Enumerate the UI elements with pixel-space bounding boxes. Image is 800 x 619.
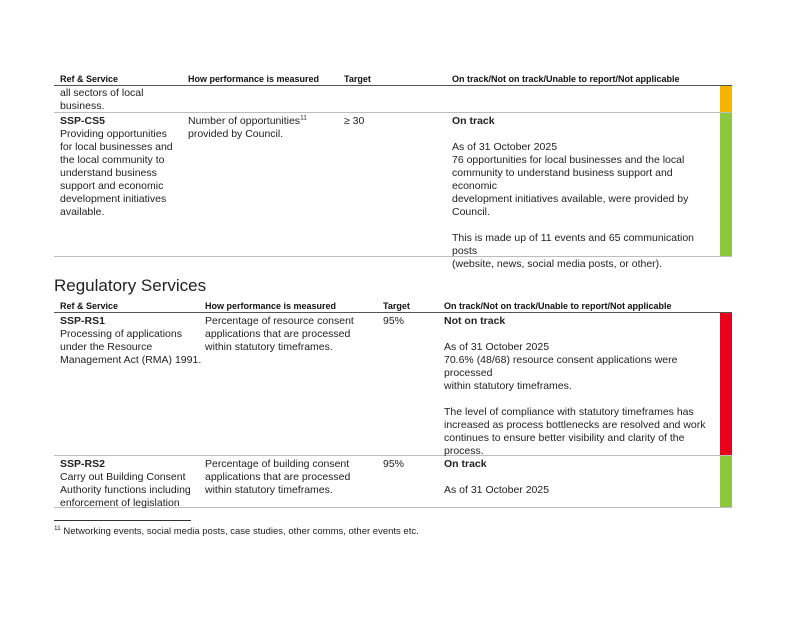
status-text-line: development initiatives available, were provided by	[452, 193, 689, 205]
header-measure: How performance is measured	[188, 74, 320, 84]
ref-line: Carry out Building Consent	[60, 471, 186, 483]
ref-line: Processing of applications	[60, 328, 182, 340]
ref-line: Management Act (RMA) 1991.	[60, 354, 202, 366]
footnote-number: 11	[54, 524, 61, 532]
status-text-line: Council.	[452, 206, 490, 218]
ref-line: available.	[60, 206, 105, 218]
footnote-text: Networking events, social media posts, case studies, other comms, other events etc.	[63, 526, 419, 537]
status-text-line: community to understand business support and economic	[452, 167, 673, 192]
table-header	[54, 72, 732, 86]
ref-line: under the Resource	[60, 341, 153, 353]
status-label: Not on track	[444, 315, 506, 327]
measure-line: within statutory timeframes.	[205, 484, 333, 496]
measure-cell	[205, 315, 377, 354]
ref-line: enforcement of legislation	[60, 497, 180, 509]
status-date: As of 31 October 2025	[444, 484, 550, 496]
measure-line: Percentage of resource consent	[205, 315, 354, 327]
target-cell: ≥ 30	[344, 115, 365, 127]
ref-line: the local community to	[60, 154, 165, 166]
table-row	[54, 456, 732, 508]
ref-line: business.	[60, 100, 105, 112]
status-indicator-red	[720, 313, 732, 455]
header-measure: How performance is measured	[205, 301, 337, 311]
status-text-line: continues to ensure better visibility and clarity of the	[444, 432, 685, 444]
status-date: As of 31 October 2025	[452, 141, 558, 153]
status-text-line: (website, news, social media posts, or other).	[452, 258, 663, 270]
header-target: Target	[383, 301, 410, 311]
status-cell	[444, 315, 718, 458]
status-indicator-amber	[720, 86, 732, 112]
ref-line: all sectors of local	[60, 87, 144, 99]
status-text-line: 76 opportunities for local businesses and the local	[452, 154, 685, 166]
status-label: On track	[452, 115, 495, 127]
status-text-line: process.	[444, 445, 484, 457]
measure-line: Number of opportunities	[188, 115, 301, 127]
header-ref-service: Ref & Service	[60, 74, 119, 84]
kpi-table-community	[54, 72, 732, 270]
table-header	[54, 299, 732, 313]
section-title: Regulatory Services	[54, 276, 207, 295]
header-target: Target	[344, 74, 371, 84]
footnote-divider	[54, 520, 191, 521]
status-indicator-green	[720, 113, 732, 256]
target-cell: 95%	[383, 315, 405, 327]
status-text-line: increased as process bottlenecks are resolved and work	[444, 419, 706, 431]
header-ref-service: Ref & Service	[60, 301, 119, 311]
table-row-continued	[54, 86, 732, 113]
ref-cell	[60, 87, 184, 113]
status-text-line: The level of compliance with statutory timeframes has	[444, 406, 694, 418]
measure-line: applications that are processed	[205, 471, 351, 483]
status-text-line: This is made up of 11 events and 65 communication posts	[452, 232, 695, 257]
header-status: On track/Not on track/Unable to report/Not applicable	[444, 301, 672, 311]
ref-cell	[60, 115, 184, 219]
measure-cell	[188, 115, 338, 141]
measure-cell	[205, 458, 377, 497]
ref-line: for local businesses and	[60, 141, 173, 153]
status-date: As of 31 October 2025	[444, 341, 550, 353]
measure-line: provided by Council.	[188, 128, 284, 140]
status-text-line: 70.6% (48/68) resource consent applications were processed	[444, 354, 678, 379]
measure-line: applications that are processed	[205, 328, 351, 340]
footnote-ref[interactable]: 11	[300, 114, 307, 122]
ref-line: Authority functions including	[60, 484, 191, 496]
footnote	[54, 526, 419, 537]
ref-line: development initiatives	[60, 193, 167, 205]
table-row	[54, 313, 732, 456]
header-status: On track/Not on track/Unable to report/Not applicable	[452, 74, 680, 84]
ref-line: support and economic	[60, 180, 164, 192]
measure-line: within statutory timeframes.	[205, 341, 333, 353]
ref-code: SSP-CS5	[60, 115, 105, 127]
status-label: On track	[444, 458, 487, 470]
ref-line: Providing opportunities	[60, 128, 167, 140]
ref-line: understand business	[60, 167, 157, 179]
ref-cell	[60, 458, 202, 510]
ref-code: SSP-RS1	[60, 315, 105, 327]
kpi-table-regulatory	[54, 299, 732, 508]
status-text-line: within statutory timeframes.	[444, 380, 572, 392]
table-row	[54, 113, 732, 270]
ref-cell	[60, 315, 202, 367]
target-cell: 95%	[383, 458, 405, 470]
status-cell	[452, 115, 720, 271]
status-cell	[444, 458, 718, 497]
ref-code: SSP-RS2	[60, 458, 105, 470]
status-indicator-green	[720, 456, 732, 507]
measure-line: Percentage of building consent	[205, 458, 350, 470]
